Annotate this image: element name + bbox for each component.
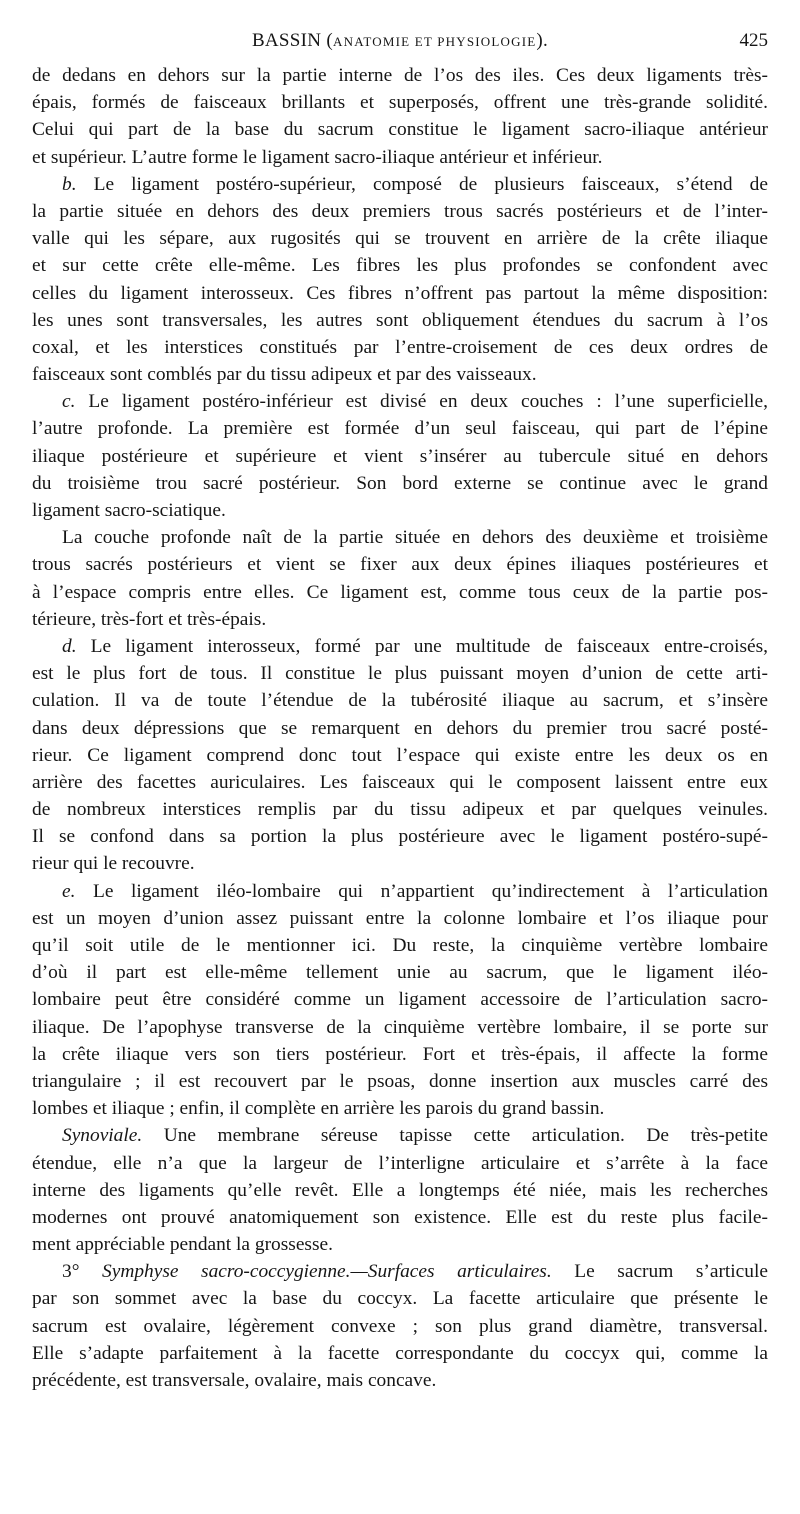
text-line [32,171,768,198]
line-text: lombaire peut être considéré comme un ligament accessoire de l’articulation sacro- [32,989,768,1011]
text-line [32,579,768,606]
line-text: Celui qui part de la base du sacrum constitue le ligament sacro-iliaque antérieur [32,119,768,141]
text-line [32,415,768,442]
line-text: ligament sacro-sciatique. [32,500,226,521]
text-line [32,524,768,551]
line-lead: c. [62,391,76,413]
text-line [32,796,768,823]
line-text: précédente, est transversale, ovalaire, mais concave. [32,1370,437,1391]
line-text: celles du ligament interosseux. Ces fibres n’offrent pas partout la même disposition: [32,282,768,304]
line-text: trous sacrés postérieurs et vient se fixer aux deux épines iliaques postérieures et [32,554,768,576]
text-line [32,1285,768,1312]
running-title-paren-open: ( [326,30,334,51]
text-line [32,1231,768,1258]
text-line [32,144,768,171]
line-text: faisceaux sont comblés par du tissu adipeux et par des vaisseaux. [32,364,537,386]
line-text: lombes et iliaque ; enfin, il complète en arrière les parois du grand bassin. [32,1098,605,1120]
line-text: modernes ont prouvé anatomiquement son existence. Elle est du reste plus facile- [32,1206,768,1228]
body-text [32,62,768,1394]
running-title-main: BASSIN [251,30,322,51]
text-line [32,1313,768,1340]
line-text: d’où il part est elle-même tellement unie au sacrum, que le ligament iléo- [32,962,768,984]
text-line [32,850,768,877]
line-text: à l’espace compris entre elles. Ce ligament est, comme tous ceux de la partie pos- [32,581,768,603]
line-text: Le sacrum s’articule [551,1261,768,1283]
line-text: interne des ligaments qu’elle revêt. Elle a longtemps été niée, mais les recherches [32,1179,768,1201]
text-line [32,280,768,307]
line-text: et sur cette crête elle-même. Les fibres les plus profondes se confondent avec [32,255,768,277]
text-line [32,62,768,89]
line-text: la crête iliaque vers son tiers postérieur. Fort et très-épais, il affecte la forme [32,1043,768,1065]
line-text: dans deux dépressions que se remarquent en dehors du premier trou sacré posté- [32,717,768,739]
text-line [32,905,768,932]
line-text: arrière des facettes auriculaires. Les faisceaux qui le composent laissent entre eux [32,771,768,793]
line-text: qu’il soit utile de le mentionner ici. Du reste, la cinquième vertèbre lombaire [32,935,768,956]
running-title [32,30,768,52]
line-text: par son sommet avec la base du coccyx. La facette articulaire que présente le [32,1288,768,1310]
line-text: térieure, très-fort et très-épais. [32,608,267,630]
text-line [32,1095,768,1122]
text-line [32,116,768,143]
line-lead: b. [62,173,77,195]
line-text: du troisième trou sacré postérieur. Son bord externe se continue avec le grand [32,472,768,494]
text-line [32,198,768,225]
line-text: est un moyen d’union assez puissant entre la colonne lombaire et l’os iliaque pour [32,907,768,929]
line-text: sacrum est ovalaire, légèrement convexe ; son plus grand diamètre, transversal. [32,1315,768,1337]
line-text: de dedans en dehors sur la partie interne de l’os des iles. Ces deux ligaments très- [32,65,768,86]
line-lead: d. [62,635,77,657]
running-title-paren-close: ). [536,30,549,51]
running-title-sub: ANATOMIE ET PHYSIOLOGIE [333,34,537,49]
line-text: de nombreux interstices remplis par du tissu adipeux et par quelques veinules. [32,799,768,821]
text-line [32,606,768,633]
text-line [32,932,768,959]
line-text: culation. Il va de toute l’étendue de la tubérosité iliaque au sacrum, et s’insère [32,690,768,712]
text-line [32,307,768,334]
text-line [32,1068,768,1095]
line-text: iliaque postérieure et supérieure et vient s’insérer au tubercule situé en dehors [32,445,768,467]
text-line [32,959,768,986]
line-text: iliaque. De l’apophyse transverse de la cinquième vertèbre lombaire, il se porte sur [32,1016,768,1038]
text-line [32,1177,768,1204]
line-heading: Symphyse sacro-coccygienne.—Surfaces articulaires. [102,1261,552,1283]
line-text: Le ligament iléo-lombaire qui n’appartient qu’indirectement à l’articulation [75,880,768,902]
text-line [32,742,768,769]
line-text: Il se confond dans sa portion la plus postérieure avec le ligament postéro-supé- [32,826,768,848]
text-line [32,769,768,796]
line-lead: 3° [62,1261,103,1283]
text-line [32,361,768,388]
text-line [32,715,768,742]
text-line [32,252,768,279]
text-line [32,633,768,660]
text-line [32,497,768,524]
line-text: l’autre profonde. La première est formée d’un seul faisceau, qui part de l’épine [32,418,768,440]
text-line [32,551,768,578]
text-line [32,470,768,497]
text-line [32,334,768,361]
line-text: rieur qui le recouvre. [32,853,195,875]
text-line [32,986,768,1013]
line-text: les unes sont transversales, les autres sont obliquement étendues du sacrum à l’os [32,309,768,331]
text-line [32,1122,768,1149]
line-text: rieur. Ce ligament comprend donc tout l’espace qui existe entre les deux os en [32,744,768,766]
line-text: coxal, et les interstices constitués par l’entre-croisement de ces deux ordres de [32,336,768,358]
line-text: valle qui les sépare, aux rugosités qui se trouvent en arrière de la crête iliaque [32,228,768,250]
book-page [32,30,768,1394]
line-text: Elle s’adapte parfaitement à la facette correspondante du coccyx qui, comme la [32,1342,768,1364]
page-number: 425 [739,30,768,51]
line-lead: e. [62,880,76,902]
running-header [32,30,768,58]
text-line [32,660,768,687]
line-text: Le ligament interosseux, formé par une multitude de faisceaux entre-croisés, [76,635,768,657]
line-text: Le ligament postéro-supérieur, composé de plusieurs faisceaux, s’étend de [76,173,768,195]
line-text: Une membrane séreuse tapisse cette articulation. De très-petite [142,1125,768,1147]
text-line [32,1258,768,1285]
text-line [32,1340,768,1367]
text-line [32,443,768,470]
text-line [32,1150,768,1177]
line-text: Le ligament postéro-inférieur est divisé en deux couches : l’une superficielle, [75,391,768,413]
text-line [32,878,768,905]
text-line [32,225,768,252]
text-line [32,1204,768,1231]
line-text: et supérieur. L’autre forme le ligament sacro-iliaque antérieur et inférieur. [32,146,603,168]
text-line [32,1041,768,1068]
line-text: triangulaire ; il est recouvert par le psoas, donne insertion aux muscles carré des [32,1070,768,1092]
line-text: étendue, elle n’a que la largeur de l’interligne articulaire et s’arrête à la face [32,1152,768,1174]
text-line [32,1014,768,1041]
text-line [32,89,768,116]
text-line [32,1367,768,1394]
line-lead: Synoviale. [62,1125,143,1147]
text-line [32,687,768,714]
line-text: la partie située en dehors des deux premiers trous sacrés postérieurs et de l’inter- [32,200,768,222]
text-line [32,823,768,850]
text-line [32,388,768,415]
line-text: est le plus fort de tous. Il constitue le plus puissant moyen d’union de cette arti- [32,663,768,685]
line-text: ment appréciable pendant la grossesse. [32,1234,333,1256]
line-text: épais, formés de faisceaux brillants et superposés, offrent une très-grande solidité. [32,92,768,114]
line-text: La couche profonde naît de la partie située en dehors des deuxième et troisième [62,527,768,549]
